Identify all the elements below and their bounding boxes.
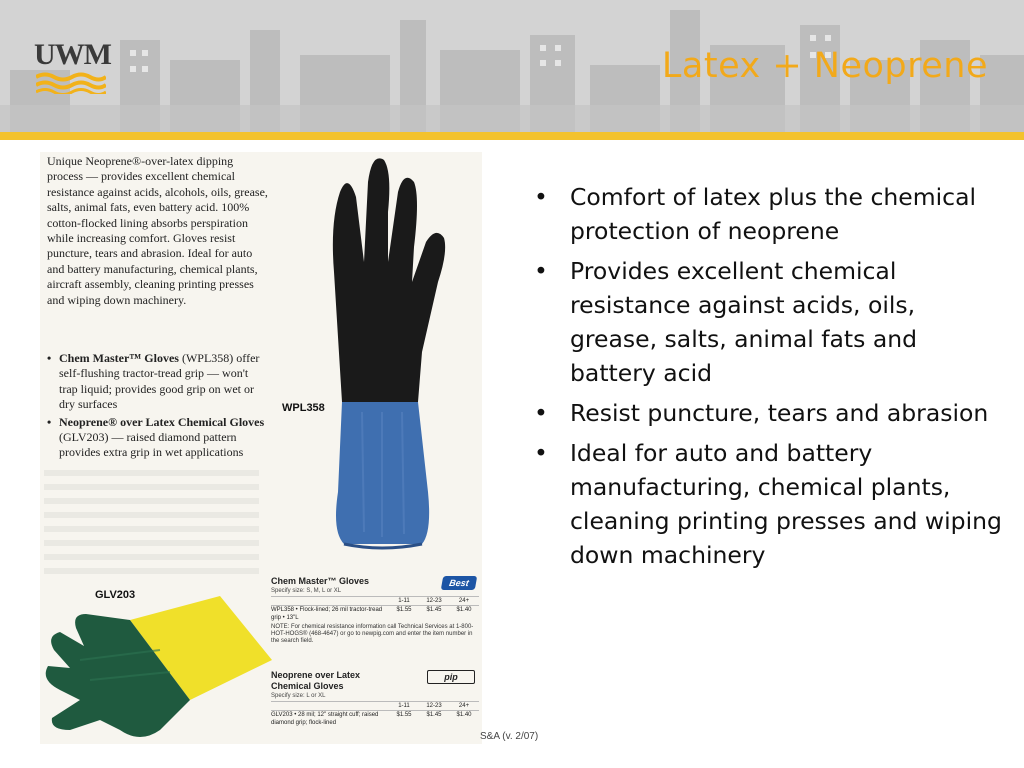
footer-version: S&A (v. 2/07) [480, 731, 539, 742]
best-badge: Best [441, 576, 477, 590]
catalog-bullet-bold: Chem Master™ Gloves [59, 351, 179, 365]
qty-header: 24+ [458, 703, 470, 709]
catalog-bullet-list [47, 351, 267, 463]
bullet-item: • Ideal for auto and battery manufacturing, chemical plants, cleaning printing presses and wiping down machinery [530, 436, 1002, 572]
qty-header: 24+ [458, 598, 470, 604]
pip-badge: pip [427, 670, 475, 684]
wpl358-glove-image [272, 152, 482, 567]
faded-background-text [44, 470, 259, 580]
price-cell: $1.55 [396, 607, 412, 613]
catalog-bullet-item [47, 415, 267, 461]
qty-header: 1-11 [398, 598, 410, 604]
price-item-row [271, 710, 479, 727]
chem-master-title: Chem Master™ Gloves [271, 576, 370, 586]
catalog-bullet-text: (WPL358) offer self-flushing tractor-tread grip — won't trap liquid; provides good grip on wet or dry surfaces [59, 351, 260, 412]
bullet-item: • Resist puncture, tears and abrasion [530, 396, 1002, 430]
bullet-item: • Comfort of latex plus the chemical protection of neoprene [530, 180, 1002, 248]
header-accent-bar [0, 132, 1024, 140]
price-header-row [271, 701, 479, 710]
item-description: WPL358 • Flock-lined; 26 mil tractor-tread grip • 13"L [271, 607, 383, 621]
price-cell: $1.55 [396, 712, 412, 718]
bullet-item: • Provides excellent chemical resistance against acids, oils, grease, salts, animal fats and battery acid [530, 254, 1002, 390]
qty-header: 12-23 [426, 703, 442, 709]
glv203-label: GLV203 [95, 589, 136, 601]
slide-title: Latex + Neoprene [661, 46, 988, 86]
logo-text: UWM [34, 38, 111, 71]
header-banner [0, 0, 1024, 132]
price-note: NOTE: For chemical resistance information call Technical Services at 1-800-HOT-HOGS® (468-4647) or go to newpig.com and enter the item number in the search field. [271, 624, 474, 644]
neoprene-price-section [271, 670, 479, 727]
catalog-description: Unique Neoprene®-over-latex dipping process — provides excellent chemical resistance against acids, alcohols, oils, grease, salts, animal fats, even battery acid. 100% cotton-flocked lining absorbs perspiration while increasing comfort. Gloves resist puncture, tears and abrasion. Ideal for auto and battery manufacturing, chemical plants, aircraft assembly, cleaning printing presses and wiping down machinery. [47, 154, 268, 307]
logo-waves-icon [36, 72, 106, 94]
price-header-row [271, 596, 479, 605]
slide-bullet-list [530, 180, 1002, 578]
catalog-bullet-bold: Neoprene® over Latex Chemical Gloves [59, 414, 265, 429]
neoprene-spec: Specify size: L or XL [271, 693, 326, 699]
uwm-logo [34, 38, 111, 96]
price-cell: $1.40 [456, 712, 472, 718]
price-cell: $1.40 [456, 607, 472, 613]
qty-header: 12-23 [426, 598, 442, 604]
qty-header: 1-11 [398, 703, 410, 709]
chem-master-price-section [271, 576, 479, 645]
glv203-glove-image [40, 580, 275, 744]
item-description: GLV203 • 28 mil; 12" straight cuff; raised diamond grip; flock-lined [271, 712, 379, 726]
price-box [271, 576, 479, 744]
price-cell: $1.45 [426, 607, 442, 613]
chem-master-spec: Specify size: S, M, L or XL [271, 588, 342, 594]
catalog-image [40, 152, 482, 744]
wpl358-label: WPL358 [282, 402, 325, 414]
price-item-row [271, 605, 479, 622]
catalog-bullet-text: (GLV203) — raised diamond pattern provides extra grip in wet applications [59, 430, 244, 460]
price-cell: $1.45 [426, 712, 442, 718]
neoprene-title: Neoprene over Latex Chemical Gloves [271, 670, 361, 691]
catalog-bullet-item [47, 351, 267, 413]
